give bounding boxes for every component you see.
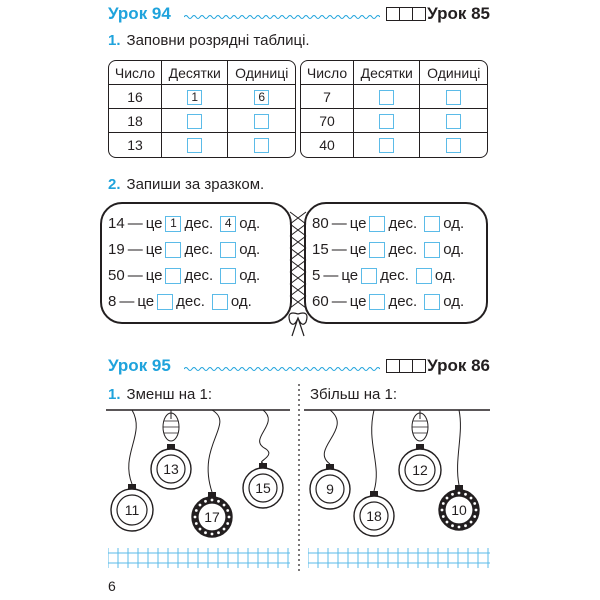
word-od: од. xyxy=(230,293,252,310)
col-ones: Одиниці xyxy=(228,61,295,85)
answer-box[interactable] xyxy=(379,90,394,105)
ornament-number: 15 xyxy=(255,480,271,496)
word-od: од. xyxy=(239,267,261,284)
book-binding-icon xyxy=(284,206,312,338)
dash: — xyxy=(119,293,135,310)
ornament-number: 13 xyxy=(163,461,179,477)
example-number: 80 xyxy=(312,215,329,232)
word-des: дес. xyxy=(388,293,418,310)
ornament-number: 12 xyxy=(412,462,428,478)
task-1-heading xyxy=(108,32,310,49)
table-row xyxy=(109,133,295,157)
cell-number: 40 xyxy=(301,133,354,157)
dash: — xyxy=(331,293,347,310)
lesson-title-95: Урок 95 xyxy=(108,356,171,375)
ornament-number: 9 xyxy=(326,481,334,497)
word-ce: це xyxy=(349,241,367,258)
example-line xyxy=(108,215,260,232)
word-ce: це xyxy=(145,215,163,232)
answer-box[interactable] xyxy=(254,138,269,153)
col-number: Число xyxy=(301,61,354,85)
table-row xyxy=(301,85,487,109)
ornaments-left xyxy=(106,404,290,544)
task-number: 1. xyxy=(108,32,121,49)
ones-box[interactable] xyxy=(220,268,236,284)
word-ce: це xyxy=(137,293,155,310)
answer-box[interactable] xyxy=(446,138,461,153)
task-number: 1. xyxy=(108,386,121,403)
ones-box[interactable] xyxy=(424,294,440,310)
task-number: 2. xyxy=(108,176,121,193)
example-line xyxy=(108,267,260,284)
word-od: од. xyxy=(443,241,465,258)
word-ce: це xyxy=(349,293,367,310)
task-2-heading xyxy=(108,176,264,193)
example-line xyxy=(108,241,260,258)
tens-box[interactable] xyxy=(165,242,181,258)
place-value-table-left xyxy=(108,60,296,158)
column-divider xyxy=(297,384,301,572)
col-tens: Десятки xyxy=(162,61,228,85)
answer-grid-right[interactable] xyxy=(308,548,490,568)
tens-box[interactable]: 1 xyxy=(165,216,181,232)
example-number: 15 xyxy=(312,241,329,258)
cell-number: 18 xyxy=(109,109,162,133)
word-des: дес. xyxy=(184,215,214,232)
table-row xyxy=(109,109,295,133)
word-des: дес. xyxy=(380,267,409,284)
answer-box[interactable] xyxy=(446,90,461,105)
place-value-table-right xyxy=(300,60,488,158)
ornament-number: 18 xyxy=(366,508,382,524)
ornament-ball xyxy=(399,410,441,491)
dash: — xyxy=(127,267,143,284)
dash: — xyxy=(331,241,347,258)
answer-box[interactable] xyxy=(379,114,394,129)
ones-box[interactable] xyxy=(424,242,440,258)
task-3-decrease-heading xyxy=(108,386,212,403)
task-text: Заповни розрядні таблиці. xyxy=(126,32,310,49)
example-number: 50 xyxy=(108,267,125,284)
lesson-header-95 xyxy=(108,356,490,378)
tens-box[interactable] xyxy=(361,268,377,284)
col-number: Число xyxy=(109,61,162,85)
example-number: 19 xyxy=(108,241,125,258)
example-line xyxy=(312,241,464,258)
ornament-ball xyxy=(354,410,394,536)
answer-box[interactable] xyxy=(254,114,269,129)
word-od: од. xyxy=(443,293,465,310)
lesson-title-86: Урок 86 xyxy=(427,356,490,375)
tens-box[interactable] xyxy=(369,216,385,232)
lesson-title-85: Урок 85 xyxy=(427,4,490,23)
dash: — xyxy=(127,215,143,232)
table-row xyxy=(301,109,487,133)
example-line xyxy=(108,293,252,310)
page-number: 6 xyxy=(108,578,116,594)
cell-number: 70 xyxy=(301,109,354,133)
word-od: од. xyxy=(443,215,465,232)
col-ones: Одиниці xyxy=(420,61,487,85)
example-number: 60 xyxy=(312,293,329,310)
answer-box[interactable] xyxy=(187,138,202,153)
ones-box[interactable]: 4 xyxy=(220,216,236,232)
task-text: Запиши за зразком. xyxy=(126,176,265,193)
ornament-ball xyxy=(439,410,479,530)
ones-box[interactable] xyxy=(416,268,432,284)
dash: — xyxy=(323,267,339,284)
ones-box[interactable] xyxy=(424,216,440,232)
lesson-title-94: Урок 94 xyxy=(108,4,171,23)
word-ce: це xyxy=(145,267,163,284)
ornament-ball xyxy=(192,410,232,537)
dash: — xyxy=(331,215,347,232)
lesson-boxes-icon xyxy=(386,359,426,373)
word-des: дес. xyxy=(184,241,214,258)
answer-box[interactable] xyxy=(446,114,461,129)
ornament-number: 17 xyxy=(204,509,220,525)
ornament-number: 10 xyxy=(451,502,467,518)
table-row xyxy=(109,85,295,109)
word-des: дес. xyxy=(388,215,418,232)
word-od: од. xyxy=(239,241,261,258)
tens-box[interactable] xyxy=(165,268,181,284)
cell-number: 13 xyxy=(109,133,162,157)
tens-box[interactable] xyxy=(369,242,385,258)
ornament-ball xyxy=(151,410,191,489)
answer-box[interactable]: 6 xyxy=(254,90,269,105)
col-tens: Десятки xyxy=(354,61,420,85)
word-od: од. xyxy=(434,267,456,284)
word-des: дес. xyxy=(388,241,418,258)
wave-divider xyxy=(184,14,380,20)
example-line xyxy=(312,215,464,232)
word-ce: це xyxy=(349,215,367,232)
dash: — xyxy=(127,241,143,258)
ornament-ball xyxy=(310,410,350,509)
word-ce: це xyxy=(341,267,359,284)
example-line xyxy=(312,293,464,310)
answer-grid-left[interactable] xyxy=(108,548,290,568)
table-row xyxy=(301,133,487,157)
tens-box[interactable] xyxy=(369,294,385,310)
wave-divider xyxy=(184,366,380,372)
ornament-ball xyxy=(111,410,153,531)
ones-box[interactable] xyxy=(220,242,236,258)
lesson-header-94 xyxy=(108,4,490,26)
word-des: дес. xyxy=(184,267,214,284)
answer-box[interactable]: 1 xyxy=(187,90,202,105)
cell-number: 7 xyxy=(301,85,354,109)
ones-box[interactable] xyxy=(212,294,228,310)
example-number: 8 xyxy=(108,293,117,310)
ornament-number: 11 xyxy=(124,502,140,518)
word-des: дес. xyxy=(176,293,205,310)
ornament-ball xyxy=(243,410,283,508)
word-od: од. xyxy=(239,215,261,232)
lesson-boxes-icon xyxy=(386,7,426,21)
cell-number: 16 xyxy=(109,85,162,109)
answer-box[interactable] xyxy=(379,138,394,153)
task-3-increase-heading: Збільш на 1: xyxy=(310,386,398,403)
example-number: 14 xyxy=(108,215,125,232)
word-ce: це xyxy=(145,241,163,258)
example-number: 5 xyxy=(312,267,321,284)
tens-box[interactable] xyxy=(157,294,173,310)
example-line xyxy=(312,267,456,284)
answer-box[interactable] xyxy=(187,114,202,129)
ornaments-right xyxy=(304,404,490,544)
task-text: Зменш на 1: xyxy=(126,386,213,403)
